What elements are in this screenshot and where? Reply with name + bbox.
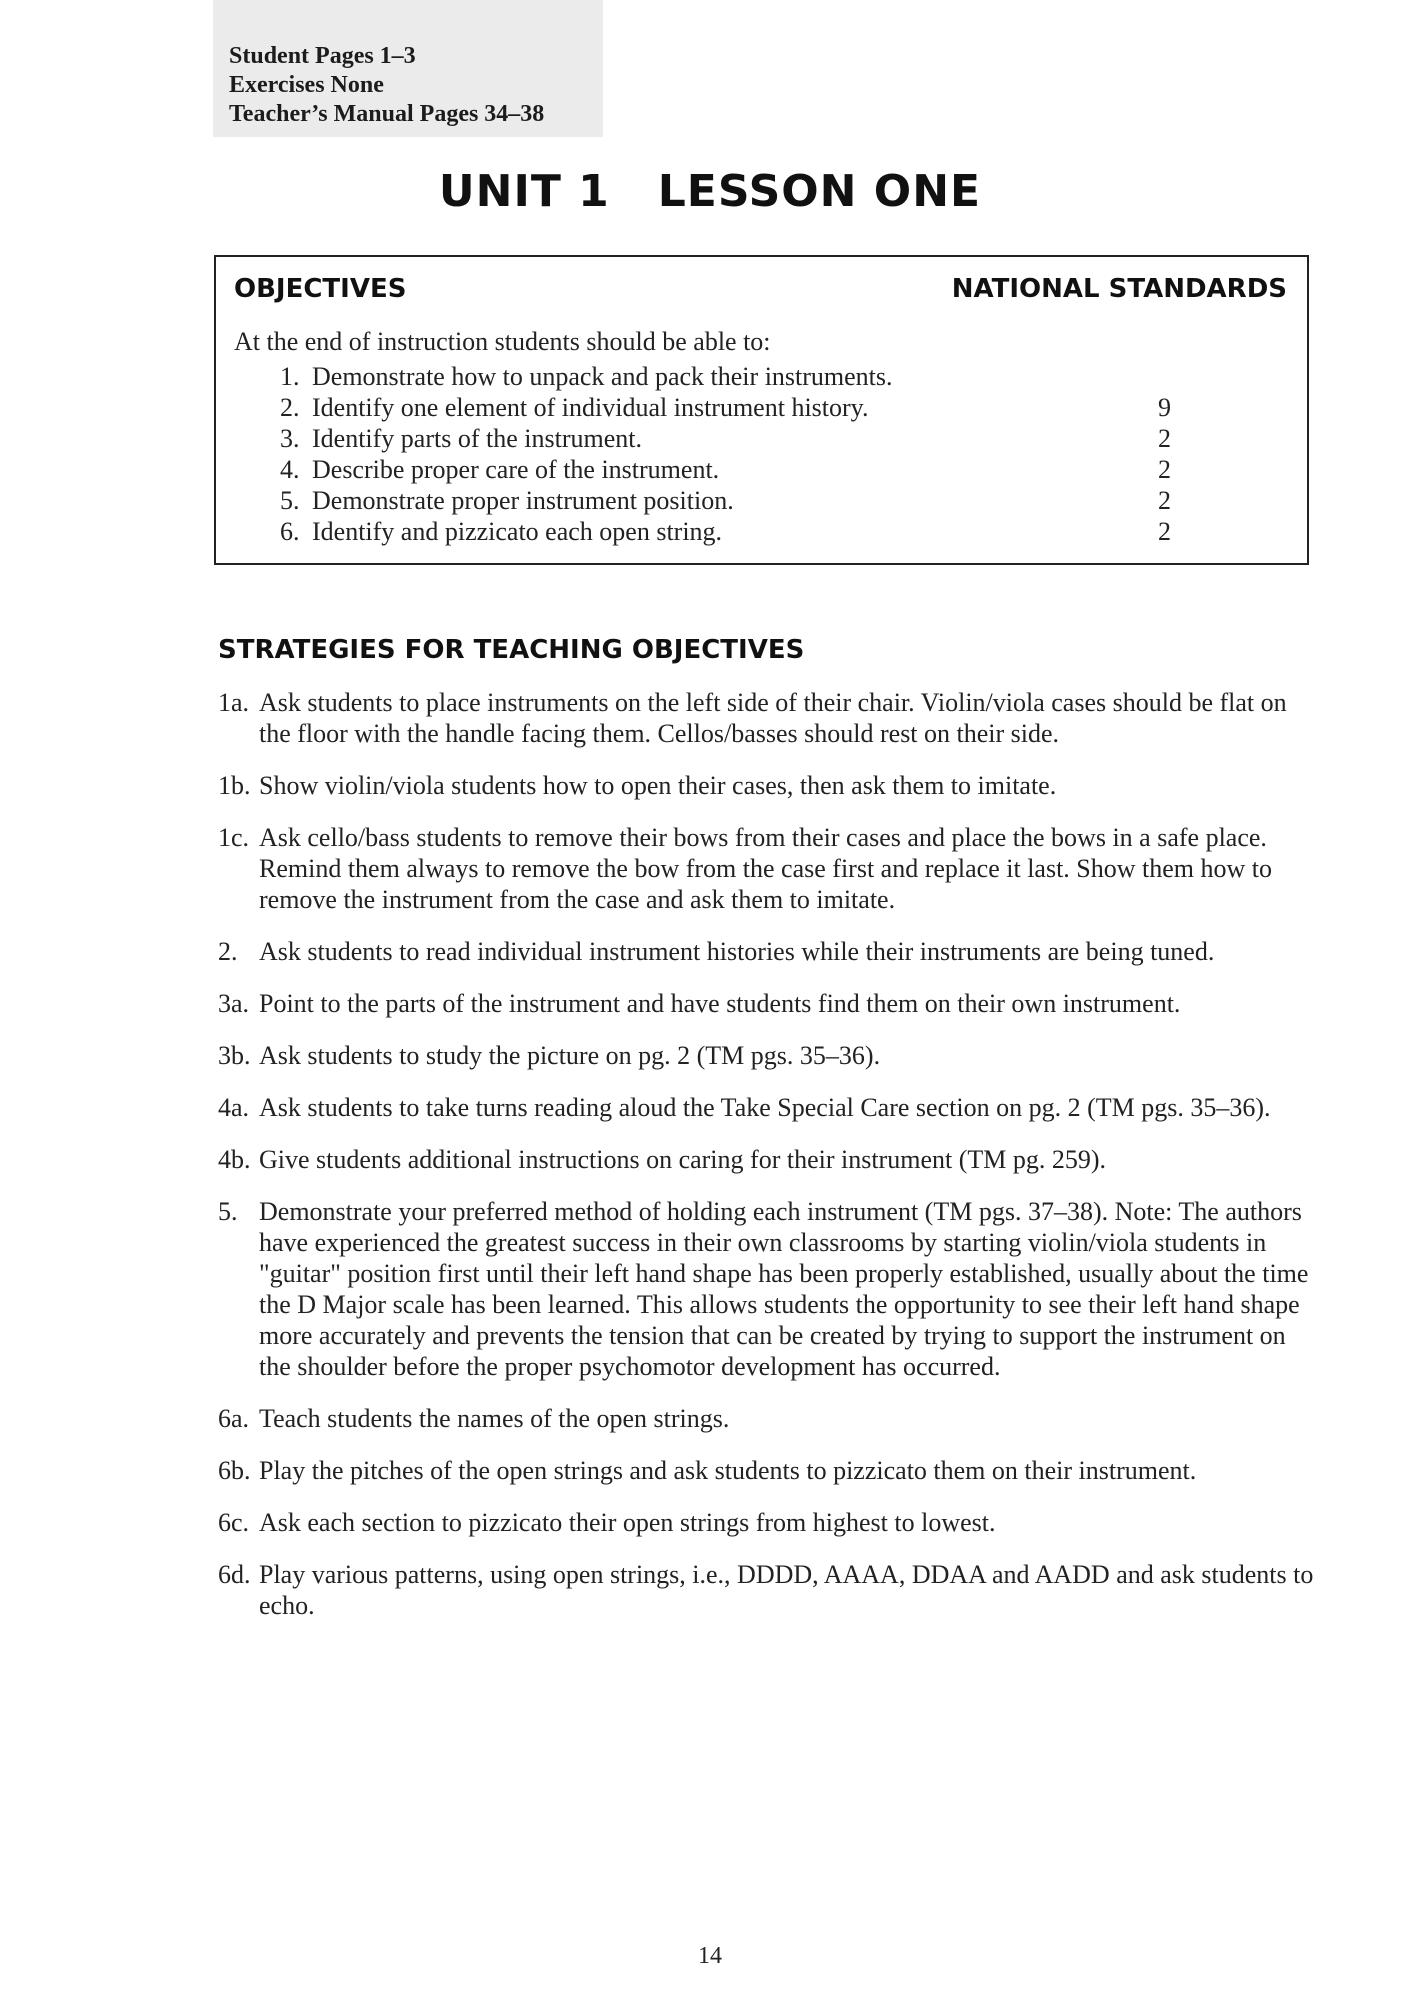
strategy-text: Ask students to read individual instrument histories while their instruments are being tuned. xyxy=(259,937,1215,966)
lesson-label: LESSON ONE xyxy=(657,166,982,217)
objectives-list xyxy=(280,361,1307,547)
strategy-label: 4a. xyxy=(218,1093,250,1122)
objectives-intro: At the end of instruction students should be able to: xyxy=(234,327,771,356)
strategy-item xyxy=(218,1092,1318,1123)
objective-text: Identify and pizzicato each open string. xyxy=(312,517,723,546)
strategy-text: Demonstrate your preferred method of holding each instrument (TM pgs. 37–38). Note: The authors have experienced the greatest success in their own classrooms by starting violin/viola students in "guitar" position first until their left hand shape has been properly established, usually about the time the D Major scale has been learned. This allows students the opportunity to see their left hand shape more accurately and prevents the tension that can be created by trying to support the instrument on the shoulder before the proper psychomotor development has occurred. xyxy=(259,1197,1309,1381)
objective-number: 2. xyxy=(280,393,300,422)
student-pages: Student Pages 1–3 xyxy=(229,43,416,69)
strategy-label: 1b. xyxy=(218,771,251,800)
page-title xyxy=(0,166,1420,217)
objective-item xyxy=(280,361,1307,392)
strategy-item xyxy=(218,770,1318,801)
objective-standard: 2 xyxy=(1158,517,1171,546)
strategy-item xyxy=(218,687,1318,749)
strategy-label: 5. xyxy=(218,1197,238,1226)
strategy-label: 2. xyxy=(218,937,238,966)
strategies-heading: STRATEGIES FOR TEACHING OBJECTIVES xyxy=(218,635,805,665)
strategy-label: 3a. xyxy=(218,989,250,1018)
strategy-item xyxy=(218,936,1318,967)
strategy-text: Play the pitches of the open strings and ask students to pizzicato them on their instrument. xyxy=(259,1456,1197,1485)
strategy-item xyxy=(218,1455,1318,1486)
objective-standard: 9 xyxy=(1158,393,1171,422)
strategy-text: Show violin/viola students how to open their cases, then ask them to imitate. xyxy=(259,771,1057,800)
page-number: 14 xyxy=(698,1943,722,1969)
strategy-label: 1c. xyxy=(218,823,250,852)
objective-number: 3. xyxy=(280,424,300,453)
objective-text: Demonstrate proper instrument position. xyxy=(312,486,734,515)
objective-item xyxy=(280,423,1307,454)
strategy-label: 4b. xyxy=(218,1145,251,1174)
strategy-item xyxy=(218,1196,1318,1382)
strategy-text: Ask cello/bass students to remove their bows from their cases and place the bows in a safe place. Remind them always to remove the bow from the case first and replace it last. Show them how to remove the instrument from the case and ask them to imitate. xyxy=(259,823,1273,914)
unit-label: UNIT 1 xyxy=(438,166,610,217)
objective-number: 1. xyxy=(280,362,300,391)
strategy-label: 1a. xyxy=(218,688,250,717)
strategy-item xyxy=(218,1144,1318,1175)
strategy-label: 6a. xyxy=(218,1404,250,1433)
strategy-label: 6b. xyxy=(218,1456,251,1485)
strategy-label: 3b. xyxy=(218,1041,251,1070)
objective-number: 5. xyxy=(280,486,300,515)
objective-text: Demonstrate how to unpack and pack their instruments. xyxy=(312,362,893,391)
objective-item xyxy=(280,485,1307,516)
objective-item xyxy=(280,454,1307,485)
objective-standard: 2 xyxy=(1158,455,1171,484)
objective-item xyxy=(280,516,1307,547)
strategy-text: Ask students to take turns reading aloud the Take Special Care section on pg. 2 (TM pgs. 35–36). xyxy=(259,1093,1271,1122)
strategy-text: Ask students to place instruments on the left side of their chair. Violin/viola cases should be flat on the floor with the handle facing them. Cellos/basses should rest on their side. xyxy=(259,688,1287,748)
strategy-label: 6c. xyxy=(218,1508,250,1537)
strategy-item xyxy=(218,988,1318,1019)
national-standards-heading: NATIONAL STANDARDS xyxy=(951,274,1287,304)
strategies-list xyxy=(218,687,1318,1642)
strategy-item xyxy=(218,1040,1318,1071)
strategy-label: 6d. xyxy=(218,1560,251,1589)
strategy-item xyxy=(218,1507,1318,1538)
objective-text: Describe proper care of the instrument. xyxy=(312,455,720,484)
objective-text: Identify parts of the instrument. xyxy=(312,424,642,453)
objective-number: 4. xyxy=(280,455,300,484)
strategy-item xyxy=(218,1403,1318,1434)
strategy-text: Ask students to study the picture on pg. 2 (TM pgs. 35–36). xyxy=(259,1041,881,1070)
teachers-manual-pages: Teacher’s Manual Pages 34–38 xyxy=(229,101,545,127)
strategy-text: Give students additional instructions on caring for their instrument (TM pg. 259). xyxy=(259,1145,1107,1174)
objective-standard: 2 xyxy=(1158,486,1171,515)
objective-number: 6. xyxy=(280,517,300,546)
objectives-heading: OBJECTIVES xyxy=(234,274,407,304)
lesson-info-box xyxy=(213,0,603,137)
objectives-box xyxy=(214,255,1309,565)
strategy-text: Play various patterns, using open strings, i.e., DDDD, AAAA, DDAA and AADD and ask students to echo. xyxy=(259,1560,1314,1620)
exercises: Exercises None xyxy=(229,72,384,98)
strategy-item xyxy=(218,822,1318,915)
strategy-text: Ask each section to pizzicato their open strings from highest to lowest. xyxy=(259,1508,996,1537)
strategy-text: Point to the parts of the instrument and have students find them on their own instrument. xyxy=(259,989,1181,1018)
objective-standard: 2 xyxy=(1158,424,1171,453)
objective-text: Identify one element of individual instrument history. xyxy=(312,393,869,422)
strategy-item xyxy=(218,1559,1318,1621)
strategy-text: Teach students the names of the open strings. xyxy=(259,1404,730,1433)
objective-item xyxy=(280,392,1307,423)
